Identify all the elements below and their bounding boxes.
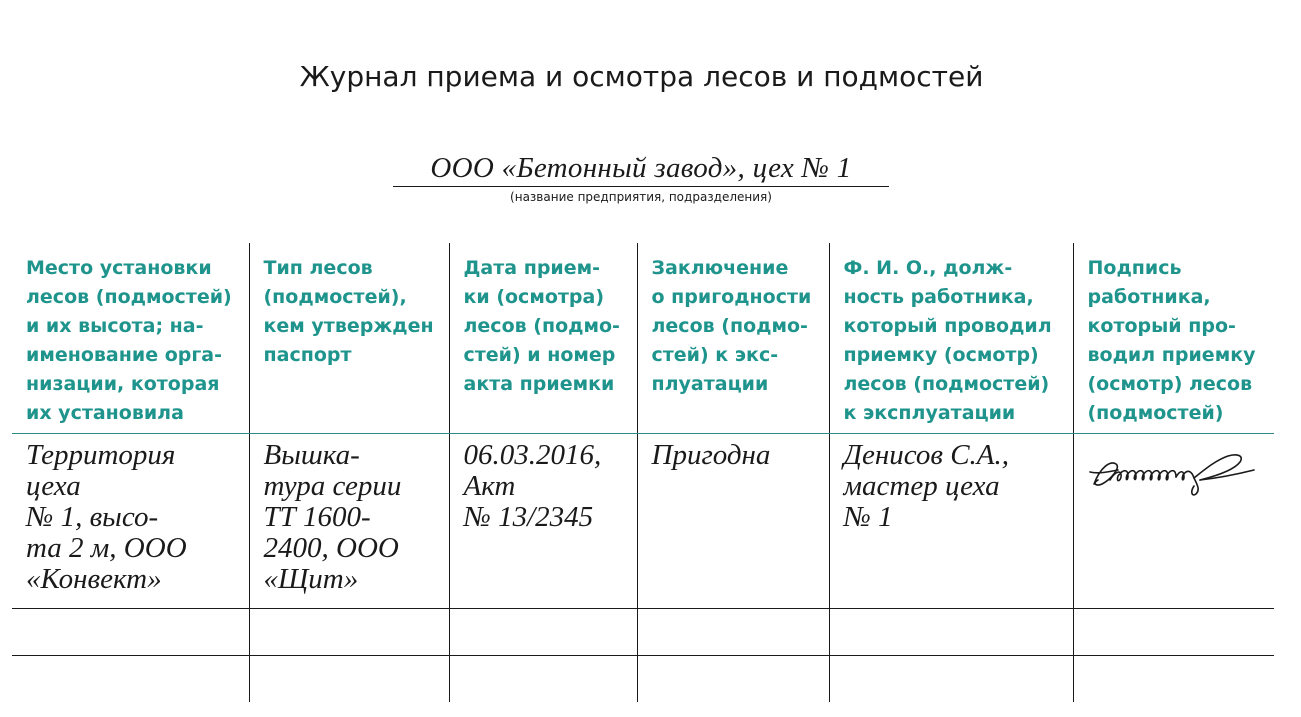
header-inspection-date: Дата прием- ки (осмотра) лесов (подмо- стей) и номер акта приемки	[449, 243, 637, 433]
header-inspector: Ф. И. О., долж- ность работника, который проводил приемку (осмотр) лесов (подмостей) к эксплуатации	[829, 243, 1073, 433]
table-row	[12, 655, 1274, 702]
empty-cell	[829, 655, 1073, 702]
empty-cell	[1073, 655, 1274, 702]
empty-cell	[12, 608, 249, 655]
table-row	[12, 608, 1274, 655]
journal-table	[12, 243, 1274, 702]
cell-location: Территория цеха № 1, высо- та 2 м, ООО «Конвект»	[12, 433, 249, 608]
document-title: Журнал приема и осмотра лесов и подмостей	[299, 60, 984, 93]
header-signature: Подпись работника, который про- водил приемку (осмотр) лесов (подмостей)	[1073, 243, 1274, 433]
empty-cell	[637, 655, 829, 702]
table-row	[12, 433, 1274, 608]
header-row	[12, 243, 1274, 433]
cell-scaffold-type: Вышка- тура серии ТТ 1600- 2400, ООО «Щит»	[249, 433, 449, 608]
organization-caption: (название предприятия, подразделения)	[510, 190, 772, 204]
cell-conclusion: Пригодна	[637, 433, 829, 608]
empty-cell	[249, 608, 449, 655]
empty-cell	[249, 655, 449, 702]
empty-cell	[1073, 608, 1274, 655]
empty-cell	[829, 608, 1073, 655]
organization-block	[393, 150, 889, 205]
empty-cell	[637, 608, 829, 655]
cell-inspection-date: 06.03.2016, Акт № 13/2345	[449, 433, 637, 608]
empty-cell	[12, 655, 249, 702]
empty-cell	[449, 608, 637, 655]
header-location: Место установки лесов (подмостей) и их высота; на- именование орга- низации, которая их установила	[12, 243, 249, 433]
header-scaffold-type: Тип лесов (подмостей), кем утвержден паспорт	[249, 243, 449, 433]
cell-inspector: Денисов С.А., мастер цеха № 1	[829, 433, 1073, 608]
empty-cell	[449, 655, 637, 702]
handwritten-signature	[1088, 450, 1258, 500]
header-conclusion: Заключение о пригодности лесов (подмо- стей) к экс- плуатации	[637, 243, 829, 433]
organization-name: ООО «Бетонный завод», цех № 1	[393, 150, 889, 187]
cell-signature	[1073, 433, 1274, 608]
